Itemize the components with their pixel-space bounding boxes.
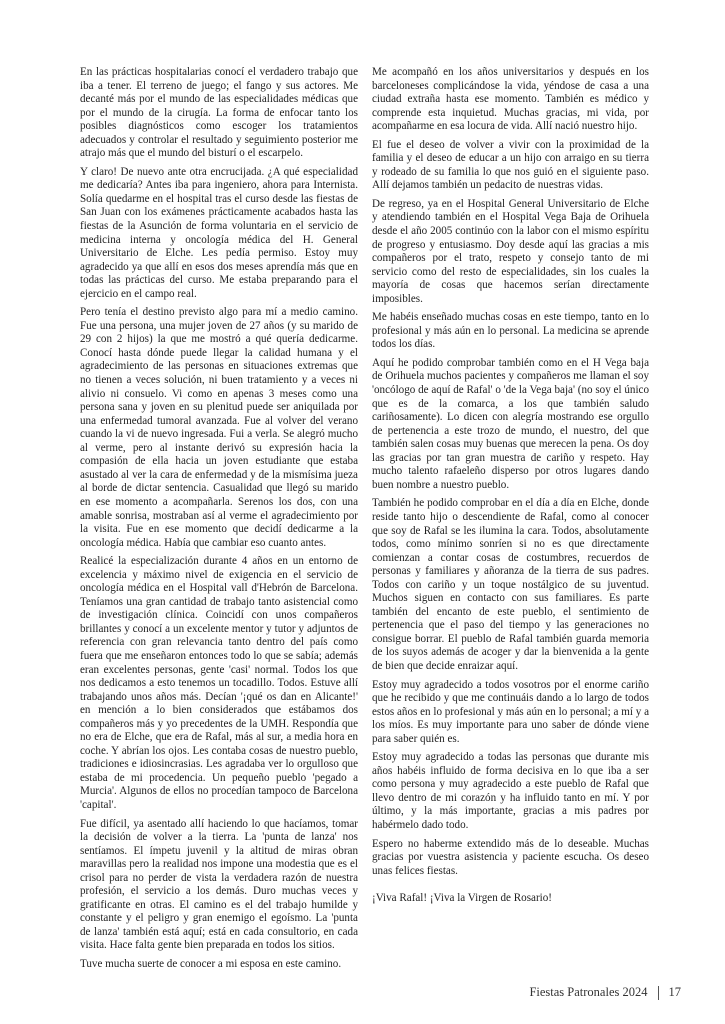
right-column: [372, 66, 649, 911]
closing-exclamation: ¡Viva Rafal! ¡Viva la Virgen de Rosario!: [372, 892, 552, 905]
paragraph: Me habéis enseñado muchas cosas en este tiempo, tanto en lo profesional y más aún en lo personal. La medicina se aprende todos los días.: [372, 311, 649, 351]
paragraph: En las prácticas hospitalarias conocí el verdadero trabajo que iba a tener. El terreno de juego; el fango y sus actores. Me decanté más por el mundo de las especialidades médicas que por el mundo de la cirugía. La forma de enfocar tanto los posibles diagnósticos como escoger los tratamientos adecuados y controlar el resultado y seguimiento posterior me atrajo más que el mundo del bisturí o el escarpelo.: [80, 66, 358, 160]
paragraph: Pero tenía el destino previsto algo para mí a medio camino. Fue una persona, una mujer joven de 27 años (y su marido de 29 con 2 hijos) la que me mostró a qué quería dedicarme. Conocí hasta dónde puede llegar la calidad humana y el agradecimiento de las personas en situaciones extremas que no tienen a veces solución, ni buen tratamiento y a veces ni alivio ni consuelo. Vi como en apenas 3 meses como una persona sana y joven en su plenitud puede ser aniquilada por una enfermedad tumoral avanzada. Fue al volver del verano cuando la vi de nuevo ingresada. Fui a verla. Se alegró mucho al verme, pero al instante derivó su expresión hacia la compasión de ella hacia un joven estudiante que estaba asustado al ver la cara de enfermedad y de la mismísima jueza al borde de dictar sentencia. Casualidad que llegó su marido en ese momento a acompañarla. Serenos los dos, con una amable sonrisa, mostraban así al verme el agradecimiento por la visita. Fue en ese momento que decidí dedicarme a la oncología médica. Había que cambiar eso cuanto antes.: [80, 306, 358, 549]
paragraph: Espero no haberme extendido más de lo deseable. Muchas gracias por vuestra asistencia y paciente escucha. Os deseo unas felices fiestas.: [372, 837, 649, 877]
footer-divider: [658, 986, 659, 1000]
paragraph: Aquí he podido comprobar también como en el H Vega baja de Orihuela muchos pacientes y compañeros me llaman el soy 'oncólogo de aquí de Rafal' o 'de la Vega baja' (no soy el único que es de la comarca, a los que también saludo cariñosamente). Lo dicen con alegría mostrando ese orgullo de pertenencia a este trozo de mundo, el nuestro, del que también salen cosas muy buenas que merecen la pena. Os doy las gracias por tan gran muestra de cariño y respeto. Hay mucho talento rafaeleño disperso por otros lugares dando buen nombre a nuestro pueblo.: [372, 356, 649, 491]
paragraph: Estoy muy agradecido a todos vosotros por el enorme cariño que he recibido y que me continuáis dando a lo largo de todos estos años en lo profesional y más aún en lo personal; a mí y a los míos. Es muy importante para uno saber de dónde viene para saber quién es.: [372, 678, 649, 745]
page-number: 17: [668, 985, 681, 999]
paragraph: Realicé la especialización durante 4 años en un entorno de excelencia y máximo nivel de exigencia en el servicio de oncología médica en el Hospital vall d'Hebrón de Barcelona. Teníamos una gran cantidad de trabajo tanto asistencial como de investigación clínica. Coincidí con unos compañeros brillantes y conocí a un excelente mentor y tutor y adjuntos de referencia con gran relevancia tanto dentro del país como fuera que me enseñaron entonces todo lo que se sabía; además eran excelentes personas, gente 'casi' normal. Todos los que nos dedicamos a esto tenemos un tocadillo. Todos. Estuve allí trabajando unos años más. Decían '¡qué os dan en Alicante!' en mención a lo bien considerados que estábamos dos compañeros más y yo precedentes de la UMH. Respondía que no era de Elche, que era de Rafal, más al sur, a media hora en coche. Y abrían los ojos. Les contaba cosas de nuestro pueblo, tradiciones e idiosincrasias. Les agradaba ver lo orgulloso que estaba de mi procedencia. Un pequeño pueblo 'pegado a Murcia'. Algunos de ellos no procedían tampoco de Barcelona 'capital'.: [80, 555, 358, 811]
paragraph: El fue el deseo de volver a vivir con la proximidad de la familia y el deseo de educar a un hijo con arraigo en su tierra y rodeado de su familia lo que nos guió en el siguiente paso. Allí dejamos también un pedacito de nuestras vidas.: [372, 138, 649, 192]
publication-title: Fiestas Patronales 2024: [529, 985, 648, 999]
paragraph: Y claro! De nuevo ante otra encrucijada. ¿A qué especialidad me dedicaría? Antes iba para ingeniero, ahora para Internista. Solía quedarme en el hospital tras el curso desde las fiestas de San Juan con los exámenes prácticamente acabados hasta las fiestas de la Asunción de forma voluntaria en el servicio de medicina interna y oncología médica del H. General Universitario de Elche. Les pedía permiso. Estoy muy agradecido ya que allí en esos dos meses aprendía más que en todas las prácticas del curso. Me estaba preparando para el ejercicio en el campo real.: [80, 165, 358, 300]
paragraph: Me acompañó en los años universitarios y después en los barceloneses complicándose la vida, yéndose de casa a una ciudad extraña hasta ese momento. También es médico y comprende esta inquietud. Muchas gracias, mi vida, por acompañarme en esa locura de vida. Allí nació nuestro hijo.: [372, 66, 649, 133]
paragraph: Tuve mucha suerte de conocer a mi esposa en este camino.: [80, 958, 342, 970]
paragraph: También he podido comprobar en el día a día en Elche, donde reside tanto hijo o descendiente de Rafal, como al conocer que soy de Rafal se les ilumina la cara. Todos, absolutamente todos, como mínimo sonríen si no es que directamente comienzan a contar cosas de costumbres, recuerdos de personas y familiares y añoranza de la tierra de sus padres. Todos con cariño y un toque nostálgico de su juventud. Muchos siguen en contacto con sus familiares. Es parte también del encanto de este pueblo, el sentimiento de pertenencia que el paso del tiempo y las generaciones no consigue borrar. El pueblo de Rafal también guarda memoria de los suyos además de acoger y dar la bienvenida a la gente de bien que decide enraizar aquí.: [372, 497, 649, 672]
paragraph: Fue difícil, ya asentado allí haciendo lo que hacíamos, tomar la decisión de volver a la tierra. La 'punta de lanza' nos sentíamos. El ímpetu juvenil y la altitud de miras obran maravillas pero la realidad nos impone una modestia que es el crisol para no perder de vista la verdadera razón de nuestra profesión, el servicio a los demás. Duro muchas veces y gratificante en otras. El camino es el del trabajo humilde y constante y el peligro y gran enemigo el egoísmo. La 'punta de lanza' también está aquí; está en cada consultorio, en cada visita. Hace falta gente bien preparada en todos los sitios.: [80, 817, 358, 952]
paragraph: De regreso, ya en el Hospital General Universitario de Elche y atendiendo también en el Hospital Vega Baja de Orihuela desde el año 2005 continúo con la labor con el mismo espíritu de progreso y entusiasmo. Doy desde aquí las gracias a mis compañeros por el trato, respeto y consejo tanto de mi servicio como del resto de especialidades, sin los cuales la mayoría de cosas que hacemos serían directamente imposibles.: [372, 197, 649, 305]
paragraph: Estoy muy agradecido a todas las personas que durante mis años habéis influido de forma decisiva en lo que iba a ser como persona y muy agradecido a este pueblo de Rafal que llevo dentro de mi corazón y ha influido tanto en mí. Y por último, y la más importante, gracias a mis padres por habérmelo dado todo.: [372, 751, 649, 831]
left-column: [80, 66, 358, 977]
page-footer: [529, 985, 681, 1000]
